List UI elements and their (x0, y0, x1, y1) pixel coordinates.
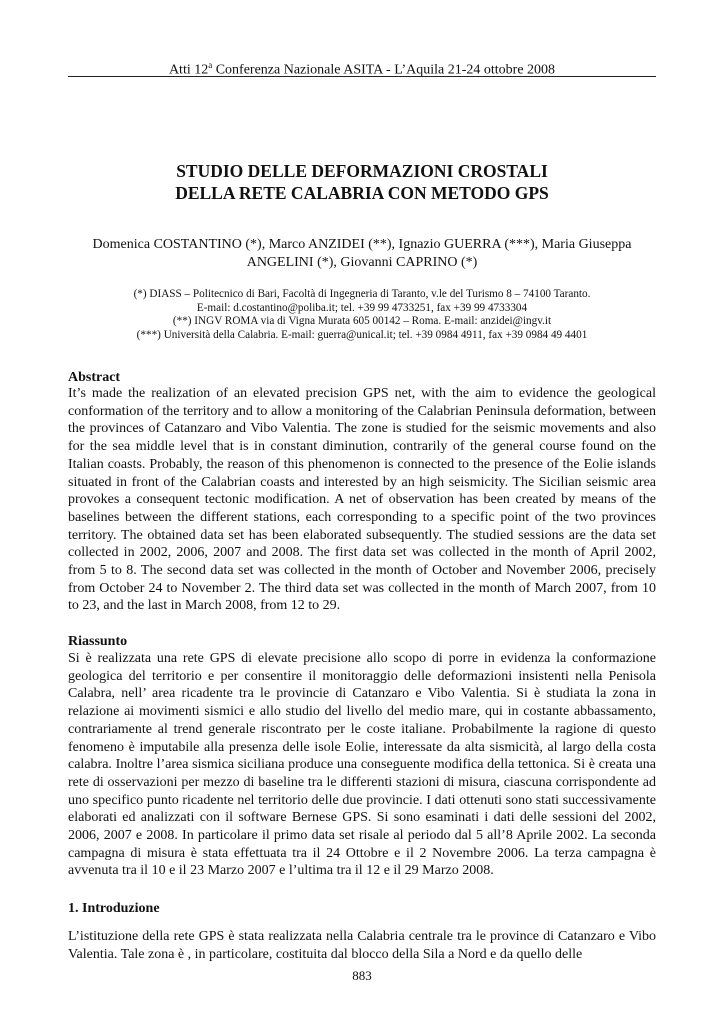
paper-title (68, 160, 656, 204)
title-line-2: DELLA RETE CALABRIA CON METODO GPS (175, 183, 549, 203)
abstract-heading: Abstract (68, 370, 121, 385)
header-text-post: Conferenza Nazionale ASITA - L’Aquila 21-24 ottobre 2008 (212, 62, 556, 78)
riassunto-heading: Riassunto (68, 634, 128, 649)
affiliation-line-1: (*) DIASS – Politecnico di Bari, Facoltà di Ingegneria di Taranto, v.le del Turismo 8 – 74100 Taranto. (133, 288, 591, 300)
affiliations (68, 288, 656, 342)
title-line-1: STUDIO DELLE DEFORMAZIONI CROSTALI (176, 161, 548, 181)
section-heading-introduzione: 1. Introduzione (68, 901, 160, 916)
abstract-body: It’s made the realization of an elevated precision GPS net, with the aim to evidence the geological conformation of the territory and to allow a monitoring of the Calabrian Peninsula deformation, between the provinces of Catanzaro and Vibo Valentia. The zone is studied for the seismic movements and also for the sea middle level that is in constant diminution, contrarily of the general course found on the Italian coasts. Probably, the reason of this phenomenon is connected to the presence of the Eolie islands situated in front of the Calabrian coasts and interested by an high seismicity. The Sicilian seismic area provokes a consequent tectonic modification. A net of observation has been created by means of the baselines between the different stations, each corresponding to a specific point of the two provinces territory. The obtained data set has been elaborated subsequently. The studied sessions are the data set collected in 2002, 2006, 2007 and 2008. The first data set was collected in the month of April 2002, from 5 to 8. The second data set was collected in the month of October and November 2006, precisely from October 24 to November 2. The third data set was collected in the month of March 2007, from 10 to 23, and the last in March 2008, from 12 to 29. (68, 386, 656, 614)
header-text-pre: Atti 12 (168, 62, 209, 78)
authors-line-1: Domenica COSTANTINO (*), Marco ANZIDEI (**), Ignazio GUERRA (***), Maria Giuseppa (92, 237, 632, 252)
page-number: 883 (352, 968, 372, 983)
header-divider (68, 76, 656, 77)
riassunto-body: Si è realizzata una rete GPS di elevate precisione allo scopo di porre in evidenza la conformazione geologica del territorio e per consentire il monitoraggio delle deformazioni insistenti nella Penisola Calabra, nell’ area ricadente tra le provincie di Catanzaro e Vibo Valentia. Si è studiata la zona in relazione ai movimenti sismici e allo studio del livello del medio mare, qui in costante abbassamento, contrariamente al trend generale riscontrato per le coste italiane. Probabilmente la ragione di questo fenomeno è imputabile alla presenza delle isole Eolie, interessate da alta sismicità, al largo della costa calabra. Inoltre l’area sismica siciliana produce una conseguente modifica della tettonica. Si è creata una rete di osservazioni per mezzo di baseline tra le differenti stazioni di misura, ciascuna corrispondente ad uno specifico punto ricadente nel territorio delle due provincie. I dati ottenuti sono stati successivamente elaborati ed analizzati con il software Bernese GPS. Si sono esaminati i dati delle sessioni del 2002, 2006, 2007 e 2008. In particolare il primo data set risale al periodo dal 5 all’8 Aprile 2002. La seconda campagna di misura è stata effettuata tra il 24 Ottobre e il 2 Novembre 2006. La terza campagna è avvenuta tra il 10 e il 23 Marzo 2007 e l’ultima tra il 12 e il 29 Marzo 2008. (68, 651, 656, 879)
affiliation-line-3: (**) INGV ROMA via di Vigna Murata 605 00142 – Roma. E-mail: anzidei@ingv.it (172, 315, 552, 328)
authors-line-2: ANGELINI (*), Giovanni CAPRINO (*) (246, 255, 478, 270)
author-list (68, 236, 656, 272)
affiliation-line-4: (***) Università della Calabria. E-mail: guerra@unical.it; tel. +39 0984 4911, fax +39 0984 49 4401 (136, 328, 588, 341)
introduzione-body: L’istituzione della rete GPS è stata realizzata nella Calabria centrale tra le province di Catanzaro e Vibo Valentia. Tale zona è , in particolare, costituita dal blocco della Sila a Nord e da quello delle (68, 929, 656, 962)
affiliation-line-2: E-mail: d.costantino@poliba.it; tel. +39 99 4733251, fax +39 99 4733304 (196, 301, 528, 314)
header-superscript: a (208, 60, 213, 70)
